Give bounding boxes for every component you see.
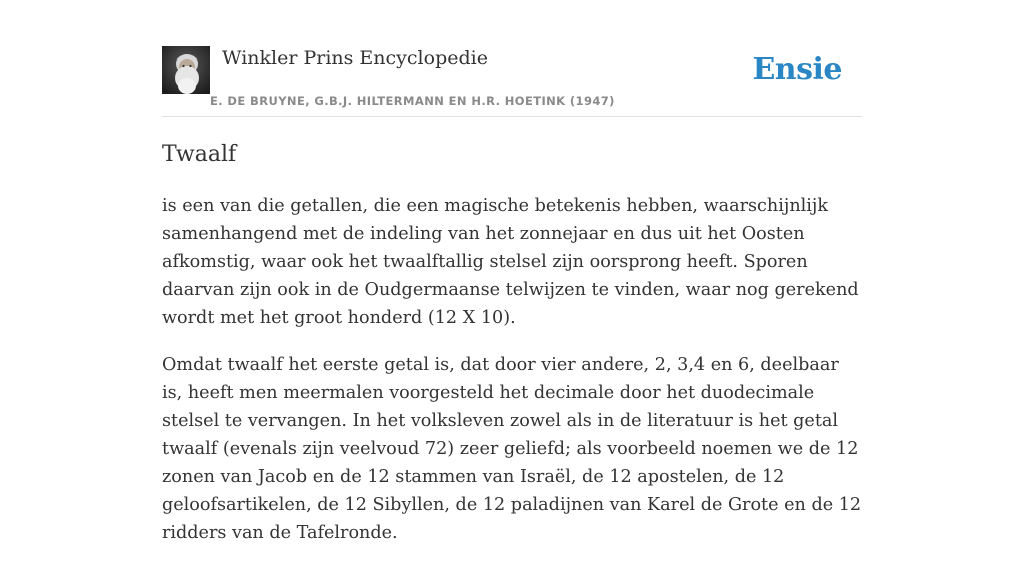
author-avatar[interactable] bbox=[162, 46, 210, 94]
entry-content bbox=[162, 192, 864, 566]
portrait-icon bbox=[162, 46, 210, 94]
encyclopedia-header bbox=[162, 46, 862, 117]
entry-paragraph: is een van die getallen, die een magische betekenis hebben, waarschijnlijk samenhangend met de indeling van het zonnejaar en dus uit het Oosten afkomstig, waar ook het twaalftallig stelsel zijn oorsprong heeft. Sporen daarvan zijn ook in de Oudgermaanse telwijzen te vinden, waar nog gerekend wordt met het groot honderd (12 X 10). bbox=[162, 196, 859, 328]
book-title[interactable]: Winkler Prins Encyclopedie bbox=[222, 47, 488, 69]
entry-title: Twaalf bbox=[162, 142, 237, 167]
entry-paragraph: Omdat twaalf het eerste getal is, dat door vier andere, 2, 3,4 en 6, deelbaar is, heeft men meermalen voorgesteld het decimale door het duodecimale stelsel te vervangen. In het volksleven zowel als in de literatuur is het getal twaalf (evenals zijn veelvoud 72) zeer geliefd; als voorbeeld noemen we de 12 zonen van Jacob en de 12 stammen van Israël, de 12 apostelen, de 12 geloofsartikelen, de 12 Sibyllen, de 12 paladijnen van Karel de Grote en de 12 ridders van de Tafelronde. bbox=[162, 355, 862, 543]
book-authors: E. DE BRUYNE, G.B.J. HILTERMANN EN H.R. HOETINK (1947) bbox=[210, 94, 615, 108]
ensie-logo-link[interactable]: Ensie bbox=[752, 52, 842, 87]
